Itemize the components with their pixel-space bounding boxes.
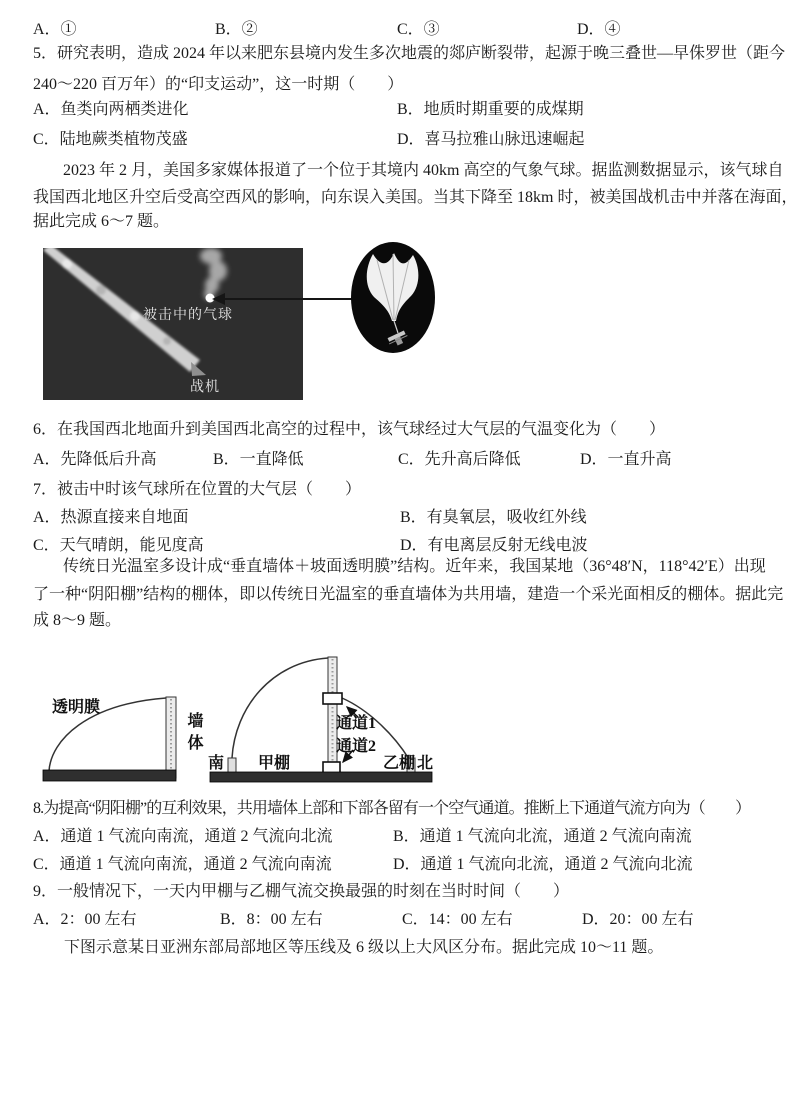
prev-option-c: C．③: [397, 21, 440, 38]
passage1-line-2: 我国西北地区升空后受高空西风的影响，向东误入美国。当其下降至 18km 时，被美国战机击中并落在海面，: [33, 189, 798, 206]
greenhouse-diagram: [33, 650, 453, 792]
balloon-photo-figure: [33, 240, 473, 405]
balloon-inset-circle: [351, 242, 435, 353]
balloon-photo: [43, 248, 303, 400]
right-ground: [210, 772, 432, 782]
prev-option-a: A．①: [33, 21, 77, 38]
passage2-line-1: 传统日光温室多设计成“垂直墙体＋坡面透明膜”结构。近年来，我国某地（36°48′N，118°42′E）出现: [63, 558, 766, 575]
jet-photo-label: 战机: [190, 380, 220, 395]
left-wall: [166, 697, 176, 778]
q6-option-c: C．先升高后降低: [398, 451, 521, 468]
inset-pointer-arrowhead-icon: [212, 293, 225, 305]
wall-label: 墙体: [185, 712, 202, 756]
passage2-line-2: 了一种“阴阳棚”结构的棚体，即以传统日光温室的垂直墙体为共用墙，建造一个采光面相反的棚体。据此完: [33, 586, 784, 603]
q5-option-c: C．陆地蕨类植物茂盛: [33, 131, 188, 148]
q8-option-a: A．通道 1 气流向南流，通道 2 气流向北流: [33, 828, 333, 845]
q7-option-c: C．天气晴朗，能见度高: [33, 537, 204, 554]
q9-option-b: B．8：00 左右: [220, 911, 323, 928]
q8-option-b: B．通道 1 气流向北流，通道 2 气流向南流: [393, 828, 692, 845]
q6-option-d: D．一直升高: [580, 451, 672, 468]
question-7-line-1: 7．被击中时该气球所在位置的大气层（ ）: [33, 481, 362, 498]
q6-option-a: A．先降低后升高: [33, 451, 157, 468]
q5-option-a: A．鱼类向两栖类进化: [33, 101, 189, 118]
channel-2-opening: [323, 762, 340, 773]
shed-b-label: 乙棚: [383, 755, 416, 772]
prev-option-d: D．④: [577, 21, 621, 38]
q8-option-d: D．通道 1 气流向北流，通道 2 气流向北流: [393, 856, 693, 873]
question-9-line-1: 9．一般情况下，一天内甲棚与乙棚气流交换最强的时刻在当时时间（ ）: [33, 883, 570, 900]
q5-option-b: B．地质时期重要的成煤期: [397, 101, 584, 118]
channel-1-label: 通道1: [336, 715, 377, 732]
channel-1-opening: [323, 693, 342, 704]
passage1-line-3: 据此完成 6～7 题。: [33, 213, 170, 230]
prev-option-b: B．②: [215, 21, 258, 38]
passage3-line-1: 下图示意某日亚洲东部局部地区等压线及 6 级以上大风区分布。据此完成 10～11 题。: [64, 939, 664, 956]
south-label: 南: [208, 755, 225, 772]
q6-option-b: B．一直降低: [213, 451, 304, 468]
passage2-line-3: 成 8～9 题。: [33, 612, 122, 629]
q9-option-d: D．20：00 左右: [582, 911, 694, 928]
q7-option-b: B．有臭氧层，吸收红外线: [400, 509, 587, 526]
film-curve-shed-a: [232, 658, 328, 758]
north-label: 北: [417, 755, 434, 772]
balloon-photo-label: 被击中的气球: [143, 308, 233, 323]
passage1-line-1: 2023 年 2 月，美国多家媒体报道了一个位于其境内 40km 高空的气象气球。据监测数据显示，该气球自: [63, 162, 784, 179]
question-5-line-1: 5．研究表明，造成 2024 年以来肥东县境内发生多次地震的郯庐断裂带，起源于晚三叠世—早侏罗世（距今: [33, 45, 786, 62]
q9-option-c: C．14：00 左右: [402, 911, 513, 928]
deflated-balloon-graphic: [351, 242, 435, 353]
q7-option-a: A．热源直接来自地面: [33, 509, 189, 526]
fighter-jet: [191, 362, 206, 376]
left-ground: [43, 770, 176, 781]
q8-option-c: C．通道 1 气流向南流，通道 2 气流向南流: [33, 856, 332, 873]
photo-graphics: [43, 248, 303, 400]
channel-2-label: 通道2: [336, 738, 377, 755]
question-5-line-2: 240～220 百万年）的“印支运动”，这一时期（ ）: [33, 76, 404, 93]
q7-option-d: D．有电离层反射无线电波: [400, 537, 588, 554]
inset-pointer-line: [224, 298, 352, 300]
question-8-line-1: 8.为提高“阴阳棚”的互利效果，共用墙体上部和下部各留有一个空气通道。推断上下通道气流方向为（ ）: [33, 800, 751, 817]
q5-option-d: D．喜马拉雅山脉迅速崛起: [397, 131, 585, 148]
film-label: 透明膜: [52, 699, 101, 716]
shed-a-label: 甲棚: [258, 755, 291, 772]
question-6-line-1: 6．在我国西北地面升到美国西北高空的过程中，该气球经过大气层的气温变化为（ ）: [33, 421, 666, 438]
q9-option-a: A．2：00 左右: [33, 911, 137, 928]
